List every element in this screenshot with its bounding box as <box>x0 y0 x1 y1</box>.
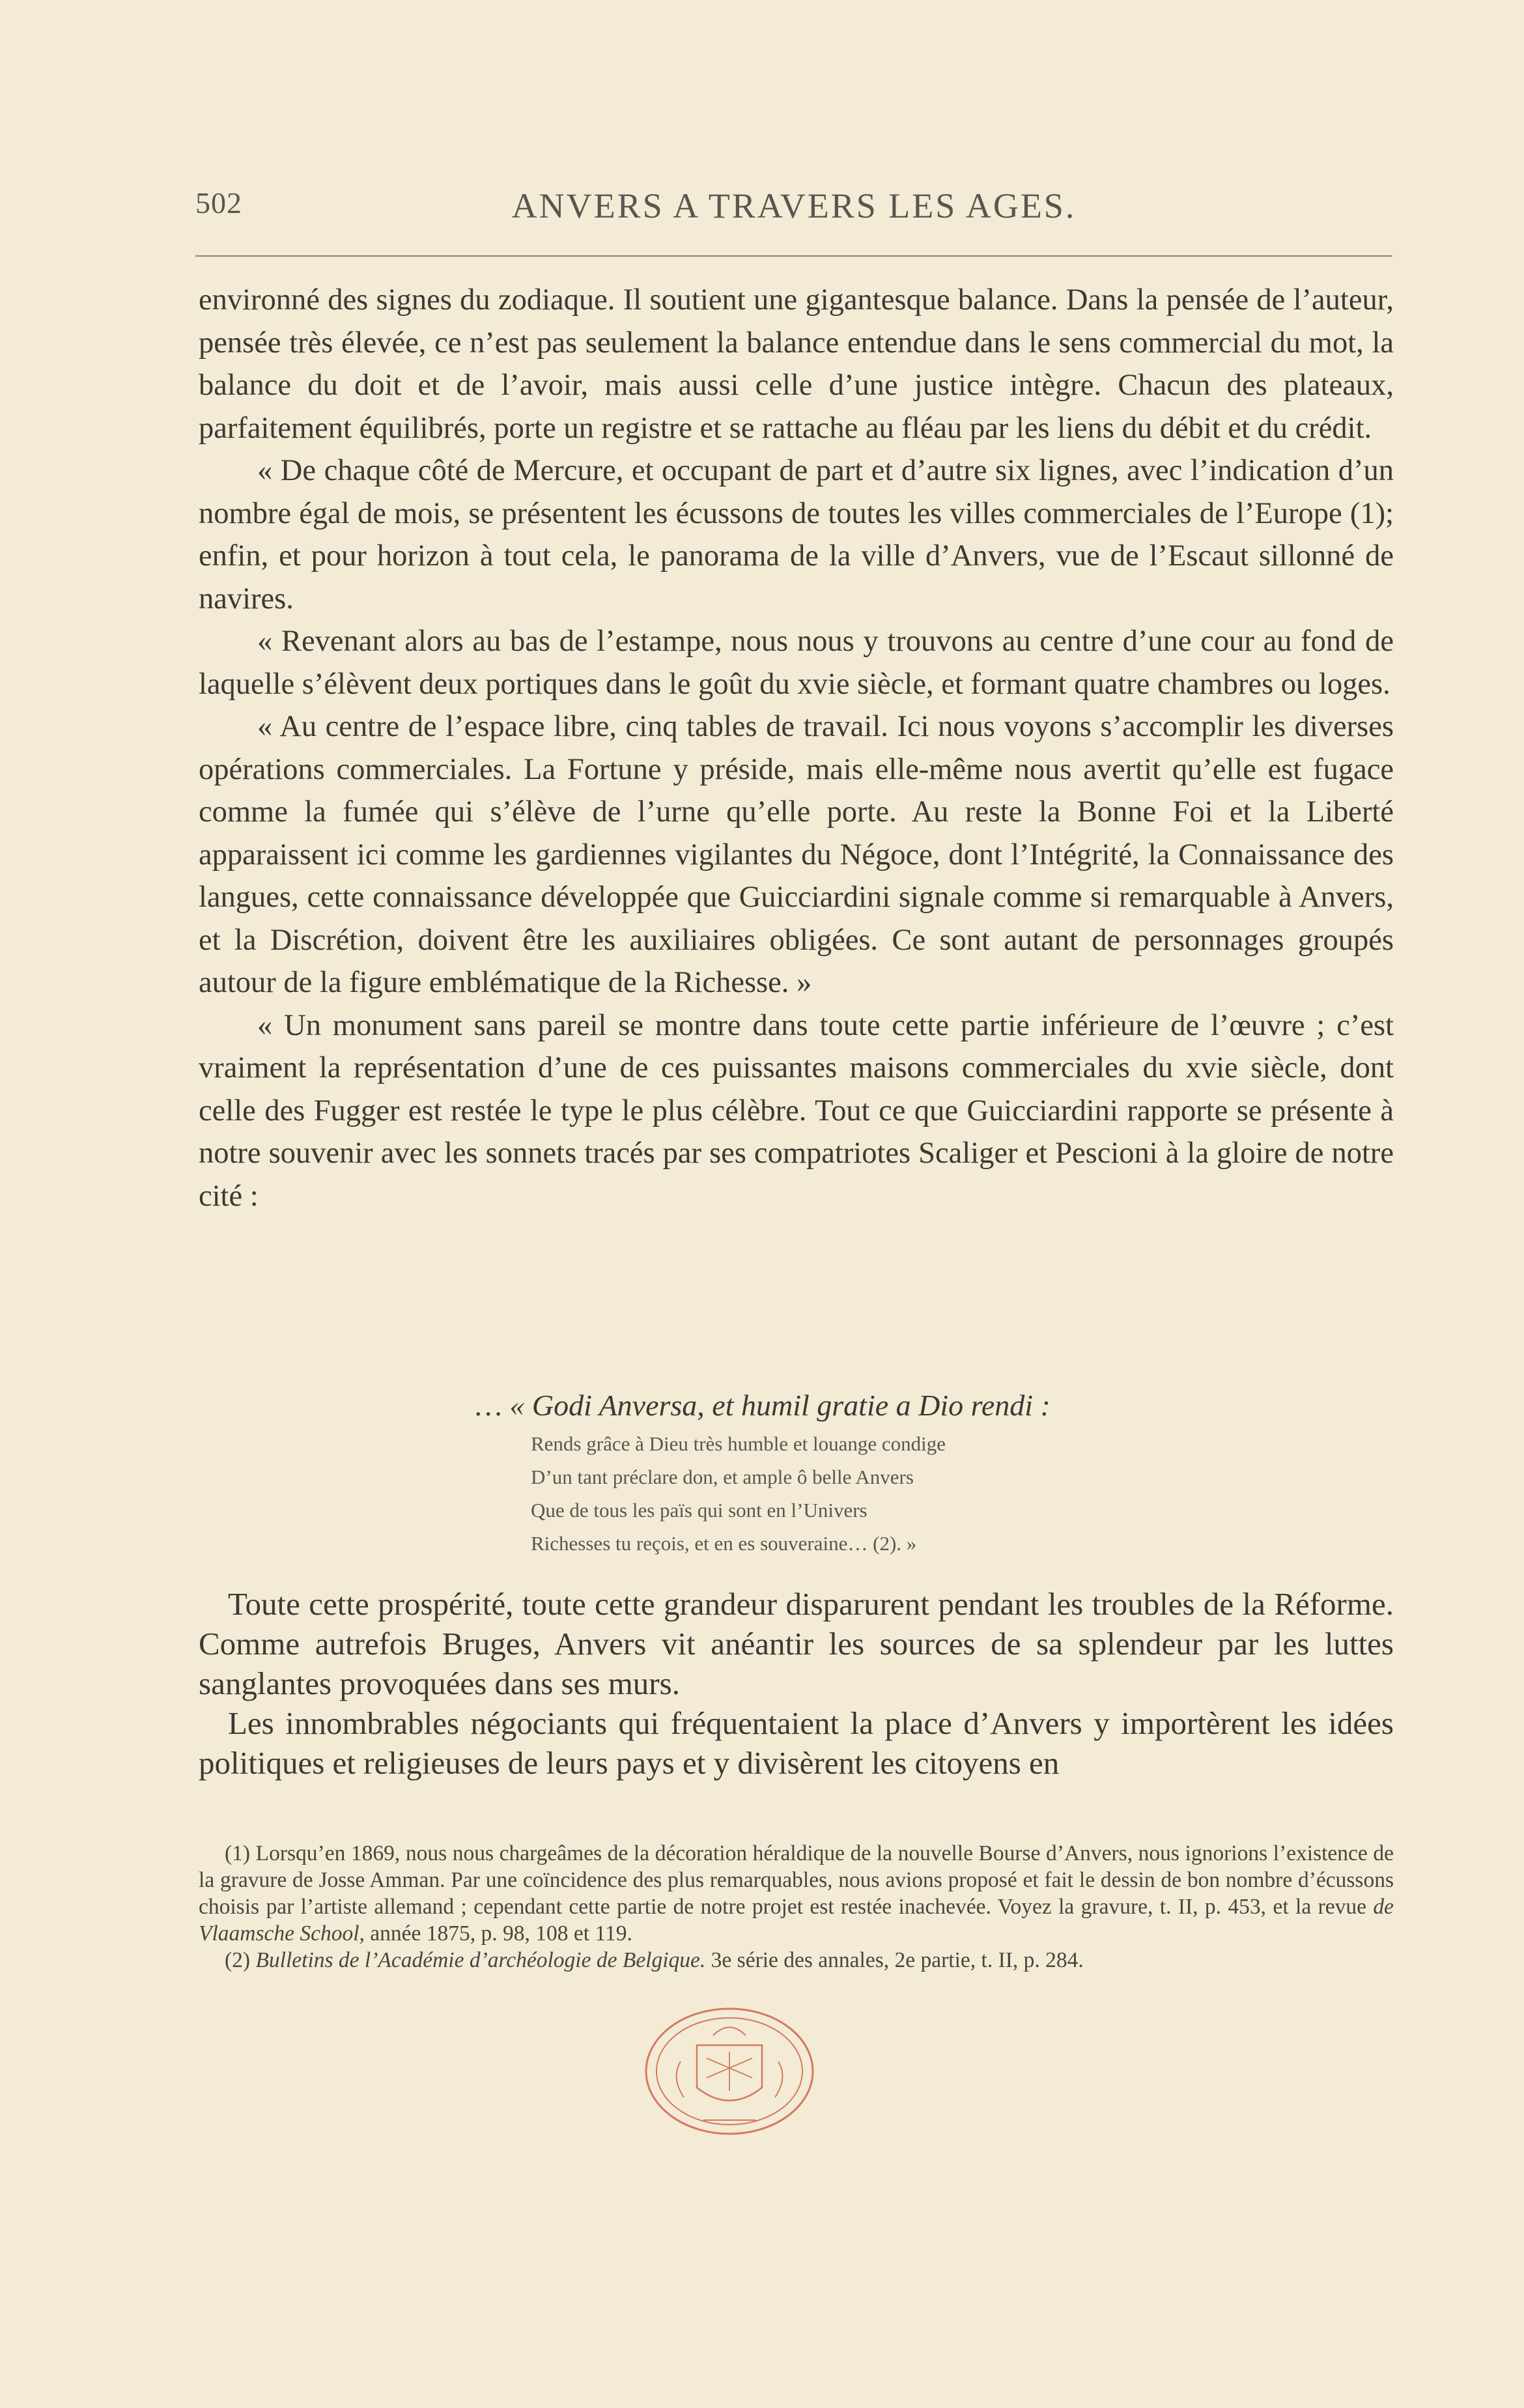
verse-line: Richesses tu reçois, et en es souveraine… (2). » <box>531 1532 917 1555</box>
footnote-journal: de Vlaamsche School, <box>199 1895 1394 1946</box>
verse-first-line: … « Godi Anversa, et humil gratie a Dio rendi : <box>475 1389 1051 1422</box>
footnote-1 <box>199 1840 1394 1947</box>
paragraph: « Au centre de l’espace libre, cinq tables de travail. Ici nous voyons s’accomplir les diverses opérations commerciales. La Fortune y préside, mais elle-même nous avertit qu’elle est fugace comme la fumée qui s’élève de l’urne qu’elle porte. Au reste la Bonne Foi et la Liberté apparaissent ici comme les gardiennes vigilantes du Négoce, dont l’Intégrité, la Connaissance des langues, cette connaissance développée que Guicciardini signale comme si remarquable à Anvers, et la Discrétion, doivent être les auxiliaires obligées. Ce sont autant de personnages groupés autour de la figure emblématique de la Richesse. » <box>199 710 1394 999</box>
footnotes <box>199 1840 1394 1974</box>
verse-line: D’un tant préclare don, et ample ô belle Anvers <box>531 1466 914 1488</box>
main-text <box>199 279 1394 1217</box>
footnote-2 <box>199 1947 1394 1974</box>
footnote-text: 3e série des annales, 2e partie, t. II, p. 284. <box>705 1948 1084 1972</box>
footnote-journal: Bulletins de l’Académie d’archéologie de Belgique. <box>255 1948 706 1972</box>
paragraph: Les innombrables négociants qui fréquentaient la place d’Anvers y importèrent les idées politiques et religieuses de leurs pays et y divisèrent les citoyens en <box>199 1705 1394 1781</box>
footnote-number: (2) <box>225 1948 256 1972</box>
verse-quotation <box>475 1384 1257 1560</box>
paragraph: « Revenant alors au bas de l’estampe, nous nous y trouvons au centre d’une cour au fond de laquelle s’élèvent deux portiques dans le goût du xvie siècle, et formant quatre chambres ou loges. <box>199 625 1394 701</box>
verse-line: Rends grâce à Dieu très humble et louange condige <box>531 1432 946 1455</box>
verse-line: Que de tous les païs qui sont en l’Univers <box>531 1499 868 1522</box>
main-text-continued <box>199 1584 1394 1783</box>
paragraph: Toute cette prospérité, toute cette grandeur disparurent pendant les troubles de la Réforme. Comme autrefois Bruges, Anvers vit anéantir les sources de sa splendeur par les luttes sanglantes provoquées dans ses murs. <box>199 1586 1394 1701</box>
header-rule <box>195 255 1392 257</box>
footnote-text: année 1875, p. 98, 108 et 119. <box>364 1921 632 1946</box>
library-stamp-icon <box>635 2000 824 2140</box>
page-number: 502 <box>195 186 242 220</box>
footnote-text: (1) Lorsqu’en 1869, nous nous chargeâmes de la décoration héraldique de la nouvelle Bourse d’Anvers, nous ignorions l’existence de la gravure de Josse Amman. Par une coïncidence des plus remarquables, nous avions proposé et fait le dessin de bon nombre d’écussons choisis par l’artiste allemand ; cependant cette partie de notre projet est restée inachevée. Voyez la gravure, t. II, p. 453, et la revue <box>199 1841 1394 1919</box>
paragraph: environné des signes du zodiaque. Il soutient une gigantesque balance. Dans la pensée de l’auteur, pensée très élevée, ce n’est pas seulement la balance entendue dans le sens commercial du mot, la balance du doit et de l’avoir, mais aussi celle d’une justice intègre. Chacun des plateaux, parfaitement équilibrés, porte un registre et se rattache au fléau par les liens du débit et du crédit. <box>199 283 1394 445</box>
paragraph: « Un monument sans pareil se montre dans toute cette partie inférieure de l’œuvre ; c’est vraiment la représentation d’une de ces puissantes maisons commerciales du xvie siècle, dont celle des Fugger est restée le type le plus célèbre. Tout ce que Guicciardini rapporte se présente à notre souvenir avec les sonnets tracés par ses compatriotes Scaliger et Pescioni à la gloire de notre cité : <box>199 1008 1394 1213</box>
paragraph: « De chaque côté de Mercure, et occupant de part et d’autre six lignes, avec l’indication d’un nombre égal de mois, se présentent les écussons de toutes les villes commerciales de l’Europe (1); enfin, et pour horizon à tout cela, le panorama de la ville d’Anvers, vue de l’Escaut sillonné de navires. <box>199 454 1394 616</box>
running-title: ANVERS A TRAVERS LES AGES. <box>511 186 1077 225</box>
page-header <box>195 186 1392 238</box>
